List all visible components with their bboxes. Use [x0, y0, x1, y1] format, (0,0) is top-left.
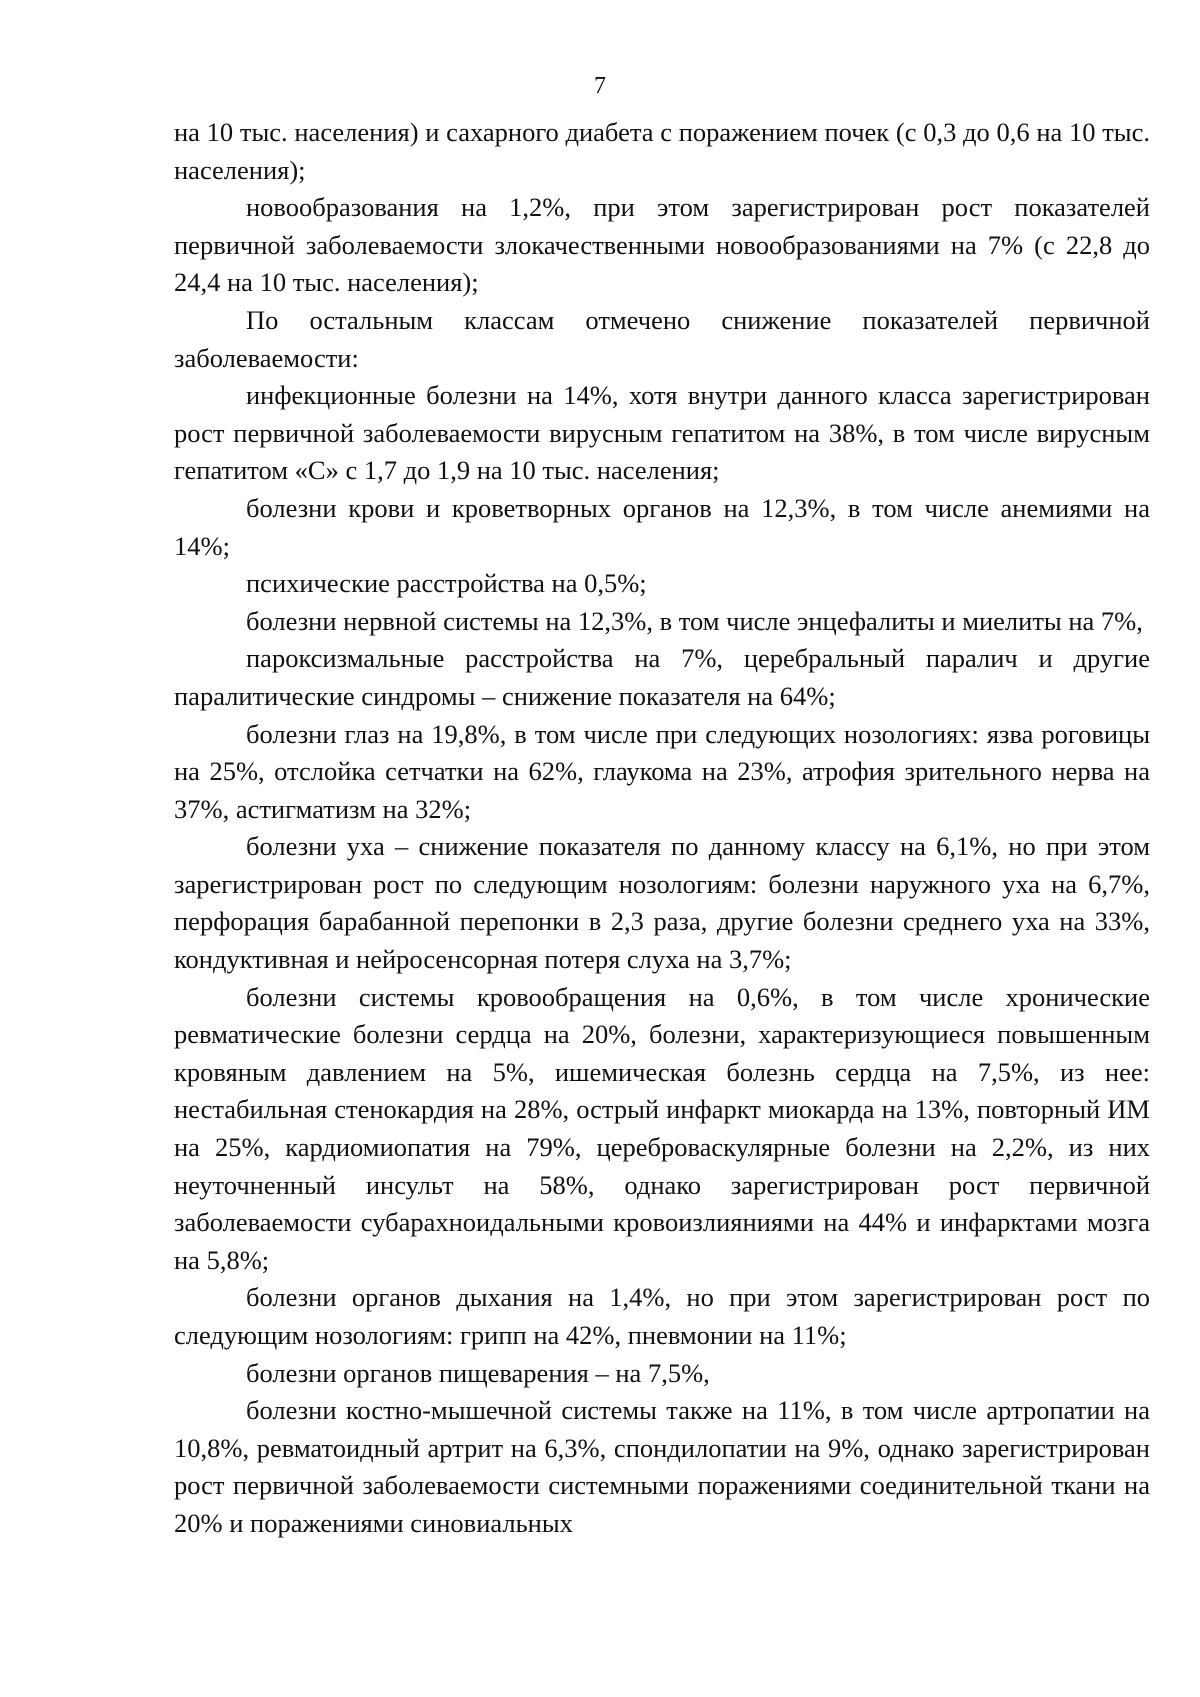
paragraph-paroxysmal-disorders: пароксизмальные расстройства на 7%, церебральный паралич и другие паралитические синдромы – снижение показателя на 64%; [174, 643, 1150, 711]
paragraph-respiratory-system: болезни органов дыхания на 1,4%, но при этом зарегистрирован рост по следующим нозологиям: грипп на 42%, пневмонии на 11%; [174, 1282, 1150, 1350]
document-body [174, 114, 1150, 1543]
paragraph-eye-diseases: болезни глаз на 19,8%, в том числе при следующих нозологиях: язва роговицы на 25%, отслойка сетчатки на 62%, глаукома на 23%, атрофия зрительного нерва на 37%, астигматизм на 32%; [174, 718, 1150, 824]
paragraph-blood-diseases: болезни крови и кроветворных органов на 12,3%, в том числе анемиями на 14%; [174, 492, 1150, 561]
paragraph-ear-diseases: болезни уха – снижение показателя по данному классу на 6,1%, но при этом зарегистрирован рост по следующим нозологиям: болезни наружного уха на 6,7%, перфорация барабанной перепонки в 2,3 раза, другие болезни среднего уха на 33%, кондуктивная и нейросенсорная потеря слуха на 3,7%; [174, 831, 1150, 975]
paragraph-continuation: на 10 тыс. населения) и сахарного диабета с поражением почек (с 0,3 до 0,6 на 10 тыс. населения); [174, 117, 1150, 185]
paragraph-circulatory-system: болезни системы кровообращения на 0,6%, в том числе хронические ревматические болезни сердца на 20%, болезни, характеризующиеся повышенным кровяным давлением на 5%, ишемическая болезнь сердца на 7,5%, из нее: нестабильная стенокардия на 28%, острый инфаркт миокарда на 13%, повторный ИМ на 25%, кардиомиопатия на 79%, цереброваскулярные болезни на 2,2%, из них неуточненный инсульт на 58%, однако зарегистрирован рост первичной заболеваемости субарахноидальными кровоизлияниями на 44% и инфарктами мозга на 5,8%; [174, 981, 1150, 1275]
paragraph-digestive-system: болезни органов пищеварения – на 7,5%, [246, 1357, 710, 1388]
paragraph-musculoskeletal-system: болезни костно-мышечной системы также на 11%, в том числе артропатии на 10,8%, ревматоидный артрит на 6,3%, спондилопатии на 9%, однако зарегистрирован рост первичной заболеваемости системными поражениями соединительной ткани на 20% и поражениями синовиальных [174, 1395, 1150, 1538]
paragraph-mental-disorders: психические расстройства на 0,5%; [246, 568, 647, 599]
page-number: 7 [594, 73, 606, 99]
paragraph-other-classes-intro: По остальным классам отмечено снижение показателей первичной заболеваемости: [174, 304, 1150, 373]
paragraph-neoplasms: новообразования на 1,2%, при этом зарегистрирован рост показателей первичной заболеваемости злокачественными новообразованиями на 7% (с 22,8 до 24,4 на 10 тыс. населения); [174, 192, 1150, 298]
paragraph-nervous-system: болезни нервной системы на 12,3%, в том числе энцефалиты и миелиты на 7%, [246, 605, 1143, 636]
paragraph-infectious-diseases: инфекционные болезни на 14%, хотя внутри данного класса зарегистрирован рост первичной заболеваемости вирусным гепатитом на 38%, в том числе вирусным гепатитом «С» с 1,7 до 1,9 на 10 тыс. населения; [174, 380, 1150, 486]
